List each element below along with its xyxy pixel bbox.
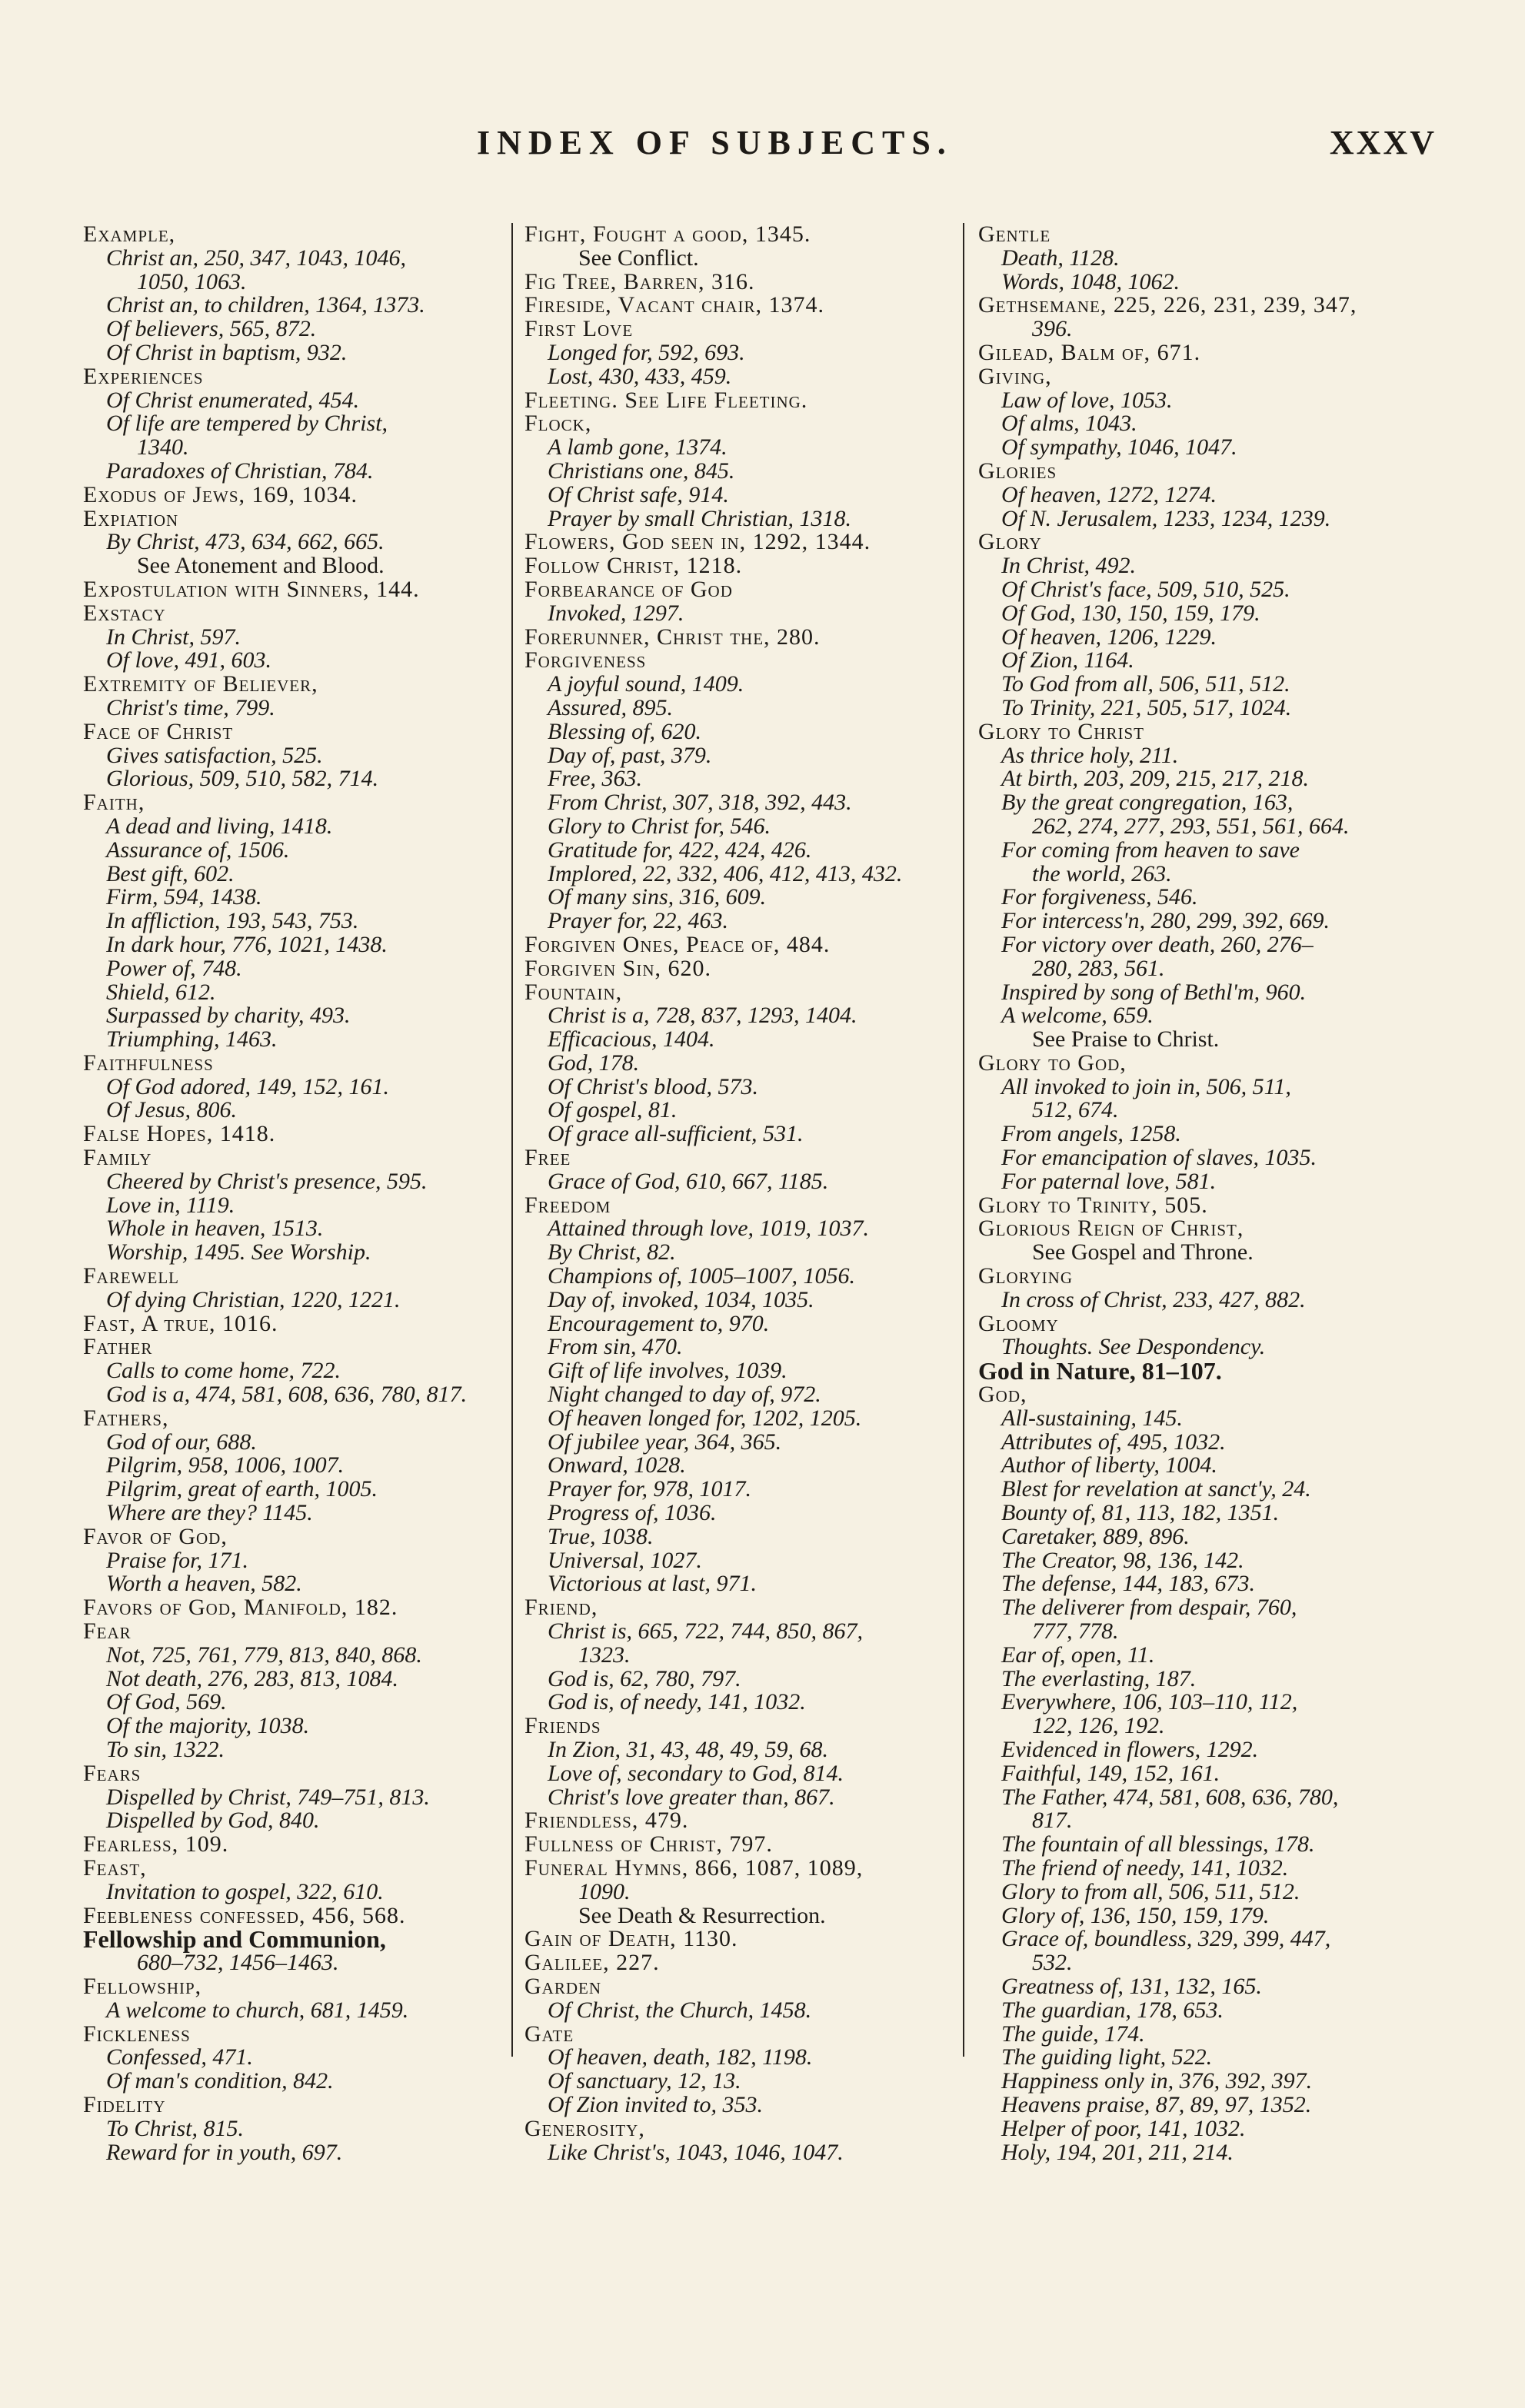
index-continuation: 1090. bbox=[578, 1878, 631, 1904]
index-subentry: Holy, 194, 201, 211, 214. bbox=[1001, 2139, 1234, 2165]
index-subentry: True, 1038. bbox=[548, 1523, 654, 1549]
index-subentry: Of Zion invited to, 353. bbox=[548, 2091, 763, 2117]
index-subentry: Of God, 130, 150, 159, 179. bbox=[1001, 600, 1260, 626]
index-heading: Feebleness confessed, 456, 568. bbox=[83, 1902, 406, 1928]
index-subentry: Whole in heaven, 1513. bbox=[106, 1216, 324, 1242]
index-subentry: Onward, 1028. bbox=[548, 1452, 686, 1478]
index-subentry: Surpassed by charity, 493. bbox=[106, 1003, 351, 1029]
index-heading: Forgiven Sin, 620. bbox=[524, 955, 712, 981]
index-heading: Forerunner, Christ the, 280. bbox=[524, 624, 821, 650]
index-cross-reference: See Gospel and Throne. bbox=[1032, 1239, 1254, 1266]
index-subentry: God is, of needy, 141, 1032. bbox=[548, 1689, 806, 1715]
index-subentry: Of gospel, 81. bbox=[548, 1097, 678, 1123]
index-subentry: Of sanctuary, 12, 13. bbox=[548, 2068, 741, 2094]
index-subentry: A welcome to church, 681, 1459. bbox=[106, 1997, 409, 2023]
index-subentry: To sin, 1322. bbox=[106, 1737, 225, 1762]
index-subentry: Not death, 276, 283, 813, 1084. bbox=[106, 1665, 398, 1691]
index-continuation: 262, 274, 277, 293, 551, 561, 664. bbox=[1032, 813, 1350, 839]
index-heading: Fullness of Christ, 797. bbox=[524, 1831, 773, 1858]
index-heading: Gate bbox=[524, 2021, 574, 2047]
index-subentry: Of heaven, death, 182, 1198. bbox=[548, 2044, 813, 2070]
index-heading: Friend, bbox=[524, 1595, 598, 1621]
index-subentry: Of alms, 1043. bbox=[1001, 411, 1137, 437]
index-subentry: Efficacious, 1404. bbox=[548, 1026, 715, 1053]
index-heading: Glorious Reign of Christ, bbox=[978, 1216, 1244, 1242]
index-cross-reference: See Conflict. bbox=[578, 244, 699, 271]
index-heading-bold: Fellowship and Communion, bbox=[83, 1925, 386, 1954]
index-subentry: Not, 725, 761, 779, 813, 840, 868. bbox=[106, 1641, 422, 1668]
index-subentry: Blest for revelation at sanct'y, 24. bbox=[1001, 1476, 1311, 1502]
index-subentry: Cheered by Christ's presence, 595. bbox=[106, 1168, 428, 1194]
index-subentry: Of man's condition, 842. bbox=[106, 2068, 334, 2094]
index-subentry: Of Christ safe, 914. bbox=[548, 481, 729, 507]
index-subentry: Of heaven longed for, 1202, 1205. bbox=[548, 1405, 862, 1431]
index-heading: Expiation bbox=[83, 505, 179, 531]
index-subentry: Ear of, open, 11. bbox=[1001, 1641, 1155, 1668]
index-subentry: Lost, 430, 433, 459. bbox=[548, 363, 732, 389]
index-subentry: In cross of Christ, 233, 427, 882. bbox=[1001, 1286, 1306, 1312]
index-subentry: Praise for, 171. bbox=[106, 1547, 249, 1573]
index-heading: Face of Christ bbox=[83, 718, 234, 744]
index-heading: Faithfulness bbox=[83, 1049, 214, 1076]
index-subentry: Of heaven, 1206, 1229. bbox=[1001, 624, 1217, 650]
index-subentry: All invoked to join in, 506, 511, bbox=[1001, 1073, 1291, 1099]
index-subentry: Glory of, 136, 150, 159, 179. bbox=[1001, 1902, 1270, 1928]
index-subentry: Of grace all-sufficient, 531. bbox=[548, 1121, 804, 1147]
index-heading: Fellowship, bbox=[83, 1973, 202, 1999]
index-heading: Glory to Trinity, 505. bbox=[978, 1192, 1208, 1218]
index-subentry: Prayer for, 22, 463. bbox=[548, 908, 728, 934]
index-heading: Farewell bbox=[83, 1263, 179, 1289]
index-subentry: In dark hour, 776, 1021, 1438. bbox=[106, 931, 388, 957]
index-subentry: Best gift, 602. bbox=[106, 860, 235, 886]
index-continuation: 512, 674. bbox=[1032, 1097, 1119, 1123]
index-subentry: The deliverer from despair, 760, bbox=[1001, 1595, 1297, 1621]
index-subentry: Free, 363. bbox=[548, 766, 643, 792]
index-subentry: From Christ, 307, 318, 392, 443. bbox=[548, 790, 852, 816]
index-subentry: Invitation to gospel, 322, 610. bbox=[106, 1878, 384, 1904]
index-subentry: Of Christ, the Church, 1458. bbox=[548, 1997, 812, 2023]
index-subentry: Prayer for, 978, 1017. bbox=[548, 1476, 751, 1502]
index-subentry: Happiness only in, 376, 392, 397. bbox=[1001, 2068, 1313, 2094]
index-subentry: Christ is a, 728, 837, 1293, 1404. bbox=[548, 1003, 857, 1029]
index-continuation: 532. bbox=[1032, 1950, 1073, 1976]
index-subentry: Shield, 612. bbox=[106, 979, 216, 1005]
index-heading: Garden bbox=[524, 1973, 601, 1999]
index-heading: Fleeting. See Life Fleeting. bbox=[524, 387, 808, 413]
index-subentry: Of jubilee year, 364, 365. bbox=[548, 1429, 782, 1455]
index-subentry: Blessing of, 620. bbox=[548, 718, 701, 744]
index-heading: Experiences bbox=[83, 363, 204, 389]
index-column-1 bbox=[83, 223, 510, 2164]
index-subentry: Love in, 1119. bbox=[106, 1192, 235, 1218]
index-subentry: Caretaker, 889, 896. bbox=[1001, 1523, 1190, 1549]
index-subentry: God, 178. bbox=[548, 1049, 640, 1076]
index-heading: Gloomy bbox=[978, 1310, 1059, 1336]
index-subentry: Of dying Christian, 1220, 1221. bbox=[106, 1286, 401, 1312]
index-subentry: By Christ, 473, 634, 662, 665. bbox=[106, 529, 385, 555]
index-continuation: 122, 126, 192. bbox=[1032, 1713, 1165, 1739]
index-subentry: Invoked, 1297. bbox=[548, 600, 684, 626]
index-heading: Gentle bbox=[978, 221, 1051, 247]
index-subentry: By the great congregation, 163, bbox=[1001, 790, 1294, 816]
index-heading: Feast, bbox=[83, 1854, 147, 1881]
index-subentry: Of the majority, 1038. bbox=[106, 1713, 310, 1739]
index-subentry: Longed for, 592, 693. bbox=[548, 339, 745, 365]
index-subentry: Pilgrim, great of earth, 1005. bbox=[106, 1476, 378, 1502]
index-subentry: Day of, invoked, 1034, 1035. bbox=[548, 1286, 814, 1312]
index-heading: Extremity of Believer, bbox=[83, 671, 318, 697]
index-subentry: Paradoxes of Christian, 784. bbox=[106, 457, 374, 484]
index-heading: Glory bbox=[978, 529, 1042, 555]
index-continuation: 680–732, 1456–1463. bbox=[137, 1950, 339, 1976]
index-heading: Funeral Hymns, 866, 1087, 1089, bbox=[524, 1854, 864, 1881]
index-subentry: Helper of poor, 141, 1032. bbox=[1001, 2115, 1246, 2141]
index-subentry: Faithful, 149, 152, 161. bbox=[1001, 1760, 1220, 1786]
index-subentry: Of Jesus, 806. bbox=[106, 1097, 237, 1123]
index-continuation: 777, 778. bbox=[1032, 1618, 1119, 1645]
index-subentry: Gratitude for, 422, 424, 426. bbox=[548, 836, 812, 863]
index-heading: Forgiveness bbox=[524, 647, 647, 674]
index-subentry: Inspired by song of Bethl'm, 960. bbox=[1001, 979, 1307, 1005]
index-subentry: Assured, 895. bbox=[548, 694, 674, 720]
index-subentry: Gift of life involves, 1039. bbox=[548, 1358, 787, 1384]
index-heading: Flock, bbox=[524, 411, 592, 437]
index-subentry: Power of, 748. bbox=[106, 955, 242, 981]
index-subentry: For coming from heaven to save bbox=[1001, 836, 1300, 863]
index-subentry: Victorious at last, 971. bbox=[548, 1571, 757, 1597]
index-subentry: A lamb gone, 1374. bbox=[548, 434, 728, 461]
index-subentry: Of love, 491, 603. bbox=[106, 647, 271, 674]
index-heading: Father bbox=[83, 1334, 153, 1360]
index-subentry: For forgiveness, 546. bbox=[1001, 884, 1198, 910]
index-heading: Friendless, 479. bbox=[524, 1808, 689, 1834]
column-divider bbox=[511, 223, 513, 2057]
index-subentry: Christ is, 665, 722, 744, 850, 867, bbox=[548, 1618, 864, 1645]
index-cross-reference: See Atonement and Blood. bbox=[137, 553, 385, 579]
page-title: INDEX OF SUBJECTS. bbox=[477, 124, 953, 161]
index-subentry: Of Christ enumerated, 454. bbox=[106, 387, 360, 413]
index-subentry: To God from all, 506, 511, 512. bbox=[1001, 671, 1290, 697]
index-subentry: Love of, secondary to God, 814. bbox=[548, 1760, 844, 1786]
index-subentry: In Zion, 31, 43, 48, 49, 59, 68. bbox=[548, 1737, 829, 1762]
index-heading: Fidelity bbox=[83, 2091, 166, 2117]
index-subentry: Of God, 569. bbox=[106, 1689, 227, 1715]
index-heading: Glorying bbox=[978, 1263, 1073, 1289]
index-continuation: 1050, 1063. bbox=[137, 268, 247, 294]
index-subentry: Death, 1128. bbox=[1001, 244, 1120, 271]
index-heading: Fathers, bbox=[83, 1405, 169, 1431]
index-subentry: The defense, 144, 183, 673. bbox=[1001, 1571, 1255, 1597]
index-heading: Glory to God, bbox=[978, 1049, 1127, 1076]
index-heading: First Love bbox=[524, 316, 634, 342]
index-subentry: For victory over death, 260, 276– bbox=[1001, 931, 1314, 957]
index-continuation: the world, 263. bbox=[1032, 860, 1172, 886]
index-heading: Fearless, 109. bbox=[83, 1831, 229, 1858]
index-subentry: The guide, 174. bbox=[1001, 2021, 1145, 2047]
index-heading: Fast, A true, 1016. bbox=[83, 1310, 278, 1336]
index-subentry: Attained through love, 1019, 1037. bbox=[548, 1216, 870, 1242]
index-subentry: Gives satisfaction, 525. bbox=[106, 742, 323, 768]
index-subentry: In Christ, 492. bbox=[1001, 553, 1137, 579]
index-heading: Exodus of Jews, 169, 1034. bbox=[83, 481, 358, 507]
index-subentry: Christ's time, 799. bbox=[106, 694, 275, 720]
index-subentry: Grace of God, 610, 667, 1185. bbox=[548, 1168, 829, 1194]
index-heading: Forbearance of God bbox=[524, 576, 733, 602]
index-subentry: By Christ, 82. bbox=[548, 1239, 676, 1266]
index-subentry: Where are they? 1145. bbox=[106, 1500, 313, 1526]
index-subentry: Assurance of, 1506. bbox=[106, 836, 290, 863]
index-heading: Fickleness bbox=[83, 2021, 191, 2047]
index-heading: Follow Christ, 1218. bbox=[524, 553, 743, 579]
page-number: XXXV bbox=[1329, 124, 1437, 161]
index-subentry: Thoughts. See Despondency. bbox=[1001, 1334, 1266, 1360]
index-subentry: The fountain of all blessings, 178. bbox=[1001, 1831, 1315, 1858]
index-heading: Favors of God, Manifold, 182. bbox=[83, 1595, 398, 1621]
index-subentry: Confessed, 471. bbox=[106, 2044, 253, 2070]
index-subentry: Law of love, 1053. bbox=[1001, 387, 1173, 413]
index-heading: Expostulation with Sinners, 144. bbox=[83, 576, 420, 602]
index-heading: Free bbox=[524, 1145, 571, 1171]
index-subentry: Christ an, to children, 1364, 1373. bbox=[106, 292, 425, 318]
index-subentry: For intercess'n, 280, 299, 392, 669. bbox=[1001, 908, 1330, 934]
index-subentry: Glory to Christ for, 546. bbox=[548, 813, 771, 839]
index-heading: Fear bbox=[83, 1618, 132, 1645]
index-cross-reference: See Death & Resurrection. bbox=[578, 1902, 826, 1928]
index-heading: Family bbox=[83, 1145, 152, 1171]
index-heading: Galilee, 227. bbox=[524, 1950, 660, 1976]
index-subentry: From angels, 1258. bbox=[1001, 1121, 1181, 1147]
index-heading: Fig Tree, Barren, 316. bbox=[524, 268, 755, 294]
index-subentry: Of Christ's blood, 573. bbox=[548, 1073, 758, 1099]
index-subentry: For emancipation of slaves, 1035. bbox=[1001, 1145, 1317, 1171]
index-heading: Friends bbox=[524, 1713, 601, 1739]
index-subentry: Day of, past, 379. bbox=[548, 742, 712, 768]
index-subentry: The friend of needy, 141, 1032. bbox=[1001, 1854, 1289, 1881]
index-heading-bold: God in Nature, 81–107. bbox=[978, 1357, 1222, 1385]
index-subentry: A joyful sound, 1409. bbox=[548, 671, 744, 697]
index-subentry: Prayer by small Christian, 1318. bbox=[548, 505, 851, 531]
page-header bbox=[0, 123, 1525, 169]
index-heading: Fears bbox=[83, 1760, 142, 1786]
index-subentry: Dispelled by God, 840. bbox=[106, 1808, 320, 1834]
index-subentry: Author of liberty, 1004. bbox=[1001, 1452, 1217, 1478]
index-subentry: Grace of, boundless, 329, 399, 447, bbox=[1001, 1926, 1331, 1952]
index-subentry: Calls to come home, 722. bbox=[106, 1358, 341, 1384]
index-heading: Forgiven Ones, Peace of, 484. bbox=[524, 931, 831, 957]
index-subentry: Of heaven, 1272, 1274. bbox=[1001, 481, 1217, 507]
index-subentry: Reward for in youth, 697. bbox=[106, 2139, 343, 2165]
index-subentry: Of Christ's face, 509, 510, 525. bbox=[1001, 576, 1290, 602]
index-continuation: 280, 283, 561. bbox=[1032, 955, 1165, 981]
index-subentry: The guiding light, 522. bbox=[1001, 2044, 1213, 2070]
index-subentry: God is a, 474, 581, 608, 636, 780, 817. bbox=[106, 1382, 468, 1408]
index-subentry: All-sustaining, 145. bbox=[1001, 1405, 1183, 1431]
index-subentry: Evidenced in flowers, 1292. bbox=[1001, 1737, 1259, 1762]
index-heading: Fireside, Vacant chair, 1374. bbox=[524, 292, 824, 318]
index-subentry: Words, 1048, 1062. bbox=[1001, 268, 1180, 294]
index-column-2 bbox=[524, 223, 967, 2164]
index-subentry: Of many sins, 316, 609. bbox=[548, 884, 767, 910]
index-heading: Exstacy bbox=[83, 600, 166, 626]
index-continuation: 1340. bbox=[137, 434, 189, 461]
index-subentry: Worth a heaven, 582. bbox=[106, 1571, 302, 1597]
index-subentry: Like Christ's, 1043, 1046, 1047. bbox=[548, 2139, 844, 2165]
index-subentry: Triumphing, 1463. bbox=[106, 1026, 278, 1053]
index-subentry: Christ's love greater than, 867. bbox=[548, 1784, 835, 1810]
index-continuation: 817. bbox=[1032, 1808, 1073, 1834]
index-continuation: 396. bbox=[1032, 316, 1073, 342]
index-subentry: Implored, 22, 332, 406, 412, 413, 432. bbox=[548, 860, 903, 886]
index-subentry: Firm, 594, 1438. bbox=[106, 884, 262, 910]
index-column-3 bbox=[978, 223, 1432, 2164]
index-subentry: Of life are tempered by Christ, bbox=[106, 411, 388, 437]
index-subentry: Of believers, 565, 872. bbox=[106, 316, 317, 342]
index-subentry: At birth, 203, 209, 215, 217, 218. bbox=[1001, 766, 1310, 792]
index-subentry: A dead and living, 1418. bbox=[106, 813, 333, 839]
index-heading: Fight, Fought a good, 1345. bbox=[524, 221, 811, 247]
index-heading: Glories bbox=[978, 457, 1057, 484]
index-heading: Faith, bbox=[83, 790, 145, 816]
index-heading: Gilead, Balm of, 671. bbox=[978, 339, 1201, 365]
index-subentry: Encouragement to, 970. bbox=[548, 1310, 770, 1336]
index-subentry: Of N. Jerusalem, 1233, 1234, 1239. bbox=[1001, 505, 1331, 531]
index-subentry: Heavens praise, 87, 89, 97, 1352. bbox=[1001, 2091, 1312, 2117]
index-heading: Generosity, bbox=[524, 2115, 645, 2141]
index-subentry: As thrice holy, 211. bbox=[1001, 742, 1179, 768]
index-subentry: Pilgrim, 958, 1006, 1007. bbox=[106, 1452, 345, 1478]
index-subentry: To Trinity, 221, 505, 517, 1024. bbox=[1001, 694, 1292, 720]
index-subentry: Christians one, 845. bbox=[548, 457, 735, 484]
index-subentry: Universal, 1027. bbox=[548, 1547, 702, 1573]
index-subentry: The Creator, 98, 136, 142. bbox=[1001, 1547, 1244, 1573]
index-heading: Freedom bbox=[524, 1192, 611, 1218]
index-subentry: To Christ, 815. bbox=[106, 2115, 244, 2141]
index-subentry: Champions of, 1005–1007, 1056. bbox=[548, 1263, 856, 1289]
index-heading: Example, bbox=[83, 221, 176, 247]
index-subentry: In Christ, 597. bbox=[106, 624, 241, 650]
index-subentry: From sin, 470. bbox=[548, 1334, 683, 1360]
index-heading: Fountain, bbox=[524, 979, 623, 1005]
index-heading: Flowers, God seen in, 1292, 1344. bbox=[524, 529, 871, 555]
index-subentry: Everywhere, 106, 103–110, 112, bbox=[1001, 1689, 1298, 1715]
index-subentry: God is, 62, 780, 797. bbox=[548, 1665, 741, 1691]
index-subentry: The Father, 474, 581, 608, 636, 780, bbox=[1001, 1784, 1339, 1810]
index-heading: God, bbox=[978, 1382, 1027, 1408]
index-heading: Glory to Christ bbox=[978, 718, 1144, 744]
index-subentry: Attributes of, 495, 1032. bbox=[1001, 1429, 1226, 1455]
index-subentry: In affliction, 193, 543, 753. bbox=[106, 908, 359, 934]
index-subentry: Glorious, 509, 510, 582, 714. bbox=[106, 766, 379, 792]
index-subentry: A welcome, 659. bbox=[1001, 1003, 1154, 1029]
index-subentry: For paternal love, 581. bbox=[1001, 1168, 1217, 1194]
index-subentry: Of sympathy, 1046, 1047. bbox=[1001, 434, 1237, 461]
index-subentry: Of Christ in baptism, 932. bbox=[106, 339, 348, 365]
index-subentry: The guardian, 178, 653. bbox=[1001, 1997, 1224, 2023]
index-subentry: Glory to from all, 506, 511, 512. bbox=[1001, 1878, 1300, 1904]
index-subentry: Night changed to day of, 972. bbox=[548, 1382, 821, 1408]
index-subentry: Christ an, 250, 347, 1043, 1046, bbox=[106, 244, 407, 271]
index-subentry: Bounty of, 81, 113, 182, 1351. bbox=[1001, 1500, 1280, 1526]
index-heading: Favor of God, bbox=[83, 1523, 228, 1549]
index-subentry: God of our, 688. bbox=[106, 1429, 257, 1455]
index-heading: Gain of Death, 1130. bbox=[524, 1926, 738, 1952]
index-subentry: Of God adored, 149, 152, 161. bbox=[106, 1073, 390, 1099]
index-subentry: Greatness of, 131, 132, 165. bbox=[1001, 1973, 1262, 1999]
index-subentry: Progress of, 1036. bbox=[548, 1500, 717, 1526]
index-subentry: Of Zion, 1164. bbox=[1001, 647, 1134, 674]
index-cross-reference: See Praise to Christ. bbox=[1032, 1026, 1220, 1053]
index-heading: False Hopes, 1418. bbox=[83, 1121, 276, 1147]
index-heading: Giving, bbox=[978, 363, 1052, 389]
index-subentry: The everlasting, 187. bbox=[1001, 1665, 1197, 1691]
index-heading: Gethsemane, 225, 226, 231, 239, 347, bbox=[978, 292, 1357, 318]
index-continuation: 1323. bbox=[578, 1641, 631, 1668]
index-subentry: Dispelled by Christ, 749–751, 813. bbox=[106, 1784, 430, 1810]
index-subentry: Worship, 1495. See Worship. bbox=[106, 1239, 371, 1266]
